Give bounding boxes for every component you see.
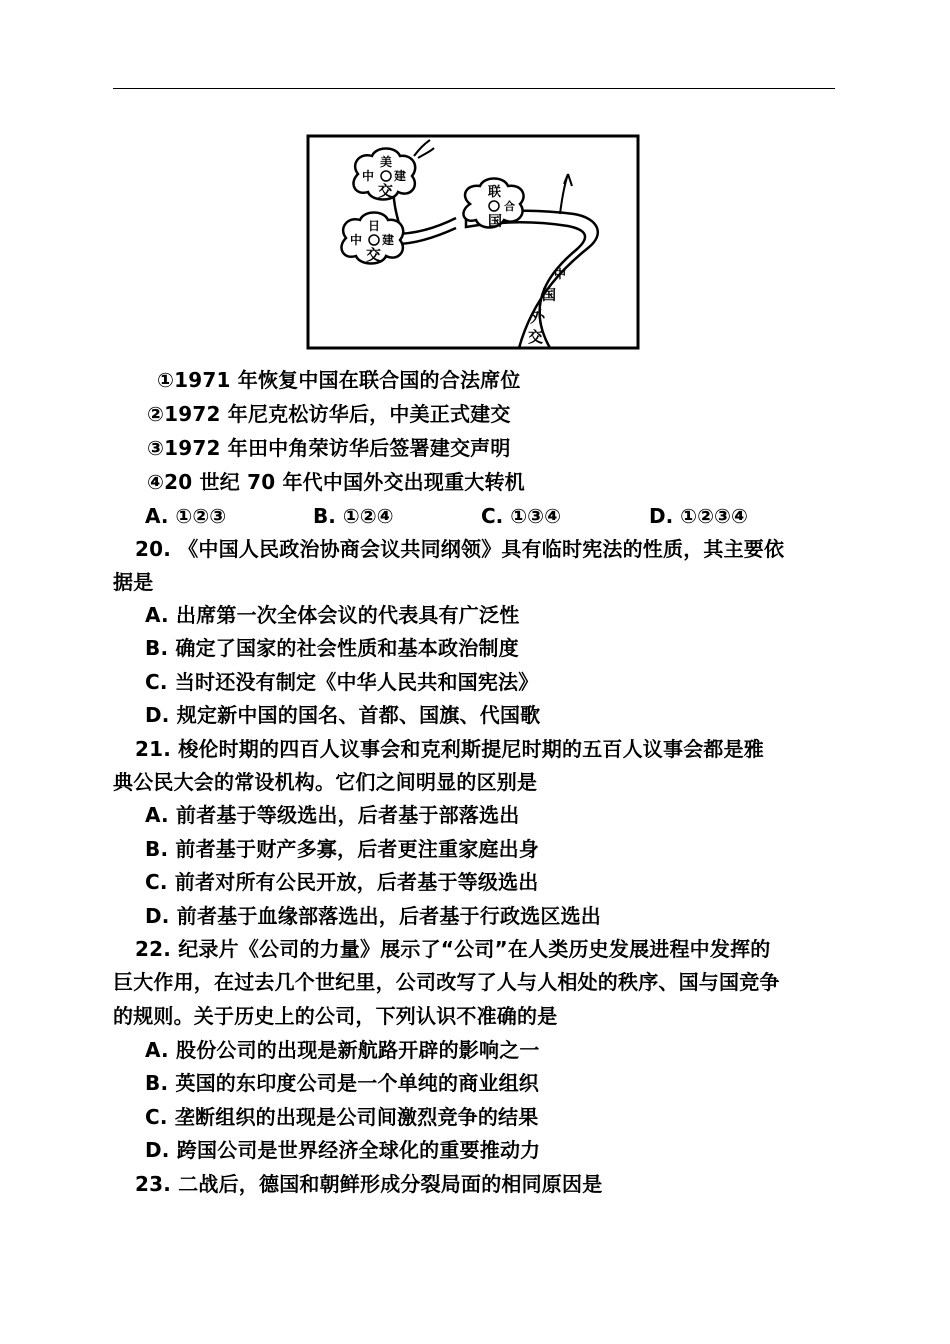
q19-statement-2: ②1972 年尼克松访华后，中美正式建交 — [147, 402, 511, 426]
q23-stem-line-1: 23. 二战后，德国和朝鲜形成分裂局面的相同原因是 — [135, 1172, 603, 1196]
q19-statement-3: ③1972 年田中角荣访华后签署建交声明 — [147, 436, 511, 460]
q22-stem-line-3: 的规则。关于历史上的公司，下列认识不准确的是 — [113, 1004, 558, 1028]
q22-option-a[interactable]: A. 股份公司的出现是新航路开辟的影响之一 — [145, 1038, 540, 1062]
q21-option-a[interactable]: A. 前者基于等级选出，后者基于部落选出 — [145, 803, 520, 827]
q20-stem-line-2: 据是 — [113, 570, 154, 594]
q20-option-b[interactable]: B. 确定了国家的社会性质和基本政治制度 — [145, 636, 519, 660]
q21-option-d[interactable]: D. 前者基于血缘部落选出，后者基于行政选区选出 — [145, 904, 601, 928]
river-char-3: 交 — [528, 328, 544, 346]
q20-option-d[interactable]: D. 规定新中国的国名、首都、国旗、代国歌 — [145, 703, 541, 727]
cloud-bottom-char-0: 中 — [350, 233, 363, 247]
q19-option-a[interactable]: A. ①②③ — [145, 504, 227, 528]
cloud-top-char-3: 交 — [378, 182, 394, 200]
q21-stem-line-2: 典公民大会的常设机构。它们之间明显的区别是 — [113, 770, 538, 794]
q20-stem-line-1: 20. 《中国人民政治协商会议共同纲领》具有临时宪法的性质，其主要依 — [135, 537, 785, 561]
q22-option-b[interactable]: B. 英国的东印度公司是一个单纯的商业组织 — [145, 1071, 540, 1095]
cloud-un-char-0: 联 — [488, 185, 502, 200]
figure-drawing — [306, 134, 642, 350]
q22-stem-line-1: 22. 纪录片《公司的力量》展示了“公司”在人类历史发展进程中发挥的 — [135, 937, 771, 961]
q19-option-d[interactable]: D. ①②③④ — [649, 504, 748, 528]
cloud-top-char-2: 建 — [394, 169, 407, 183]
q19-statement-4: ④20 世纪 70 年代中国外交出现重大转机 — [147, 470, 525, 494]
q22-option-d[interactable]: D. 跨国公司是世界经济全球化的重要推动力 — [145, 1138, 541, 1162]
q19-option-b[interactable]: B. ①②④ — [313, 504, 394, 528]
header-rule — [113, 88, 835, 89]
q22-stem-line-2: 巨大作用，在过去几个世纪里，公司改写了人与人相处的秩序、国与国竞争 — [113, 970, 780, 994]
q21-option-c[interactable]: C. 前者对所有公民开放，后者基于等级选出 — [145, 870, 539, 894]
cloud-bottom-char-1: 日 — [368, 219, 381, 233]
cloud-top-char-0: 中 — [362, 169, 375, 183]
q19-option-c[interactable]: C. ①③④ — [481, 504, 562, 528]
cloud-un-char-1: 合 — [504, 200, 515, 213]
q21-option-b[interactable]: B. 前者基于财产多寡，后者更注重家庭出身 — [145, 837, 540, 861]
river-char-2: 外 — [530, 308, 546, 326]
cloud-bottom-char-2: 建 — [382, 233, 395, 247]
diplomacy-river-figure — [306, 134, 642, 350]
q20-option-c[interactable]: C. 当时还没有制定《中华人民共和国宪法》 — [145, 670, 539, 694]
river-char-0: 中 — [554, 267, 567, 281]
q21-stem-line-1: 21. 梭伦时期的四百人议事会和克利斯提尼时期的五百人议事会都是雅 — [135, 737, 764, 761]
river-char-1: 国 — [542, 288, 556, 304]
q19-options — [145, 500, 785, 533]
cloud-top-char-1: 美 — [380, 155, 393, 169]
cloud-un-char-2: 国 — [488, 214, 502, 230]
cloud-bottom-char-3: 交 — [366, 246, 382, 264]
q22-option-c[interactable]: C. 垄断组织的出现是公司间激烈竞争的结果 — [145, 1105, 539, 1129]
sprout-right — [560, 174, 572, 214]
q20-option-a[interactable]: A. 出席第一次全体会议的代表具有广泛性 — [145, 603, 520, 627]
q19-statement-1: ①1971 年恢复中国在联合国的合法席位 — [157, 368, 521, 392]
sprout-top — [414, 140, 434, 158]
